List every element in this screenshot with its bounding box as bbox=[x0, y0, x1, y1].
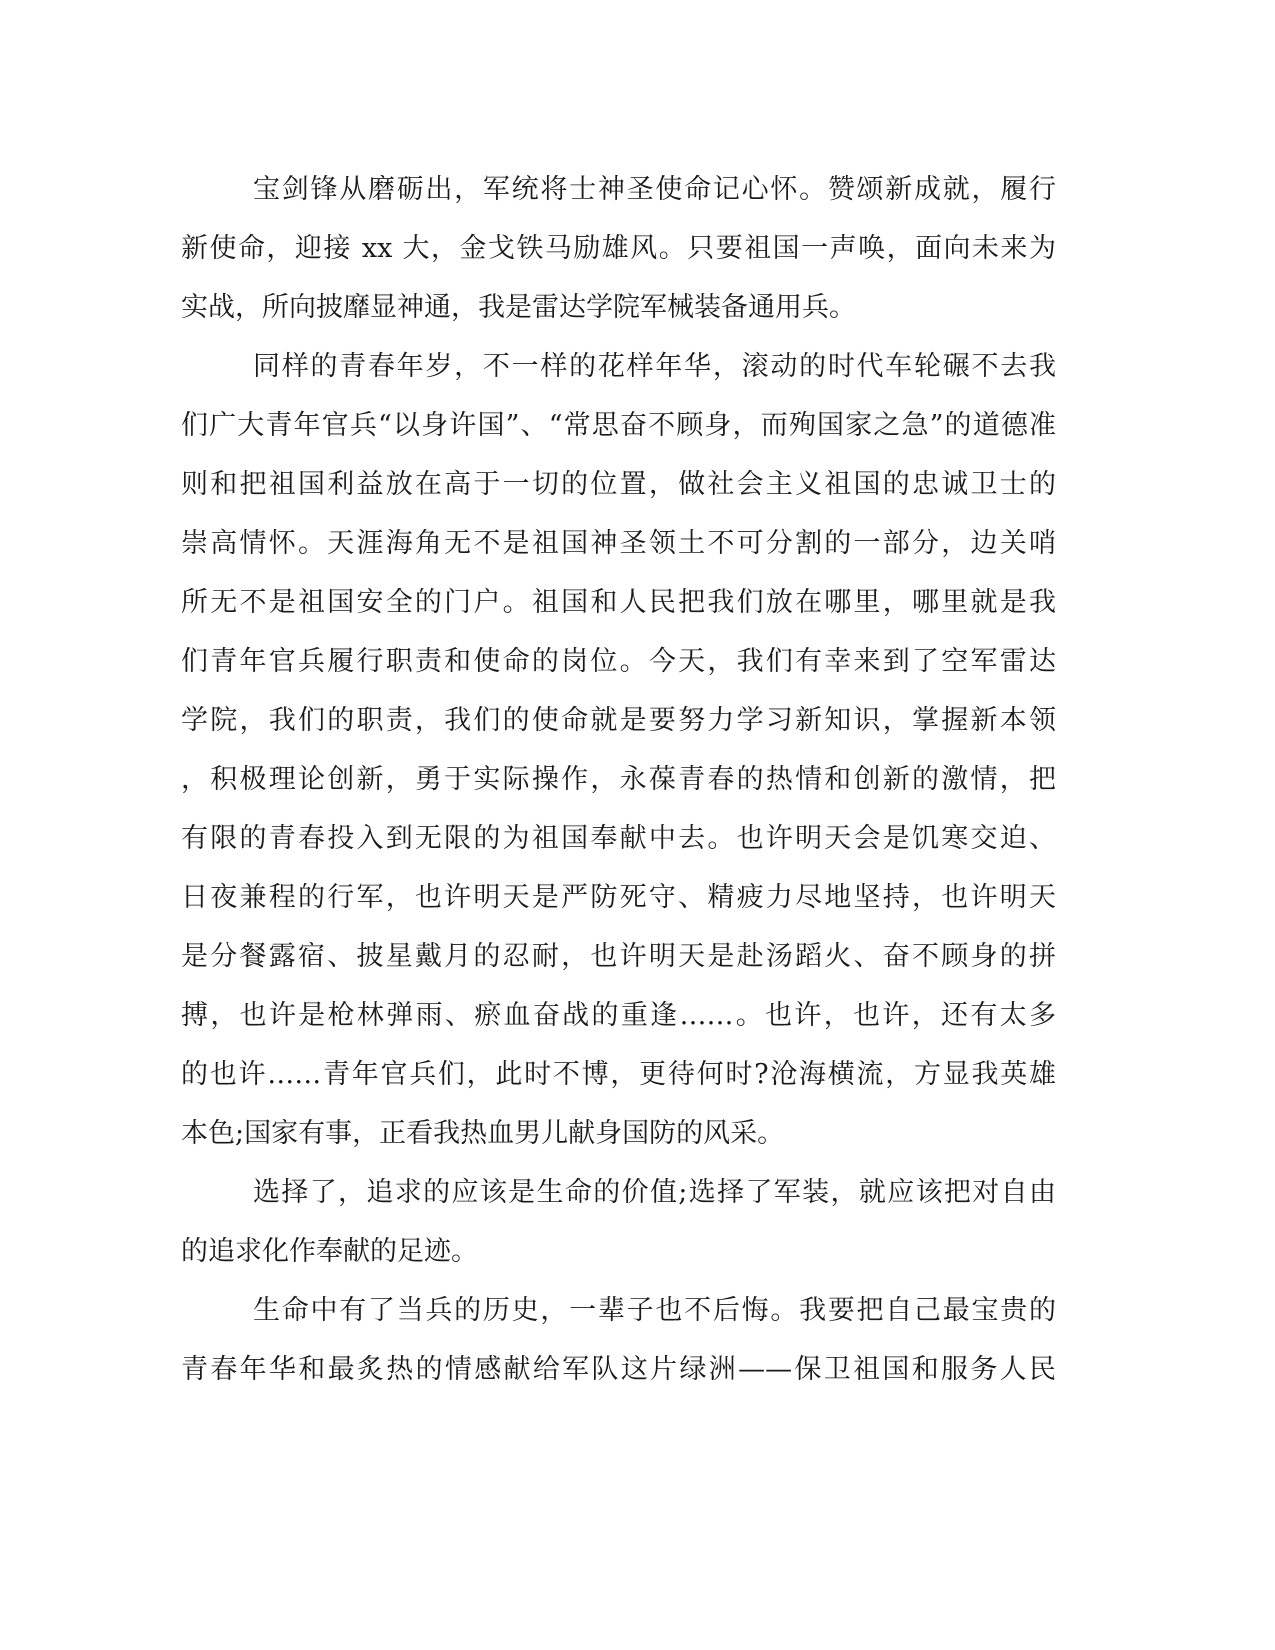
text-line: 青春年华和最炙热的情感献给军队这片绿洲——保卫祖国和服务人民 bbox=[181, 1354, 1056, 1385]
text-line: 们青年官兵履行职责和使命的岗位。今天，我们有幸来到了空军雷达 bbox=[181, 646, 1056, 677]
text-line: ，积极理论创新，勇于实际操作，永葆青春的热情和创新的激情，把 bbox=[181, 764, 1056, 795]
text-line: 则和把祖国利益放在高于一切的位置，做社会主义祖国的忠诚卫士的 bbox=[181, 469, 1056, 500]
text-line: 实战，所向披靡显神通，我是雷达学院军械装备通用兵。 bbox=[181, 292, 856, 323]
text-line: 崇高情怀。天涯海角无不是祖国神圣领土不可分割的一部分，边关哨 bbox=[181, 528, 1056, 559]
text-line: 们广大青年官兵“以身许国”、“常思奋不顾身，而殉国家之急”的道德准 bbox=[181, 410, 1056, 441]
text-line: 生命中有了当兵的历史，一辈子也不后悔。我要把自己最宝贵的 bbox=[253, 1295, 1056, 1326]
text-line: 有限的青春投入到无限的为祖国奉献中去。也许明天会是饥寒交迫、 bbox=[181, 823, 1056, 854]
text-line: 所无不是祖国安全的门户。祖国和人民把我们放在哪里，哪里就是我 bbox=[181, 587, 1056, 618]
paragraph bbox=[181, 1163, 1056, 1281]
document-body bbox=[181, 160, 1056, 1399]
text-line: 搏，也许是枪林弹雨、瘀血奋战的重逢……。也许，也许，还有太多 bbox=[181, 1000, 1056, 1031]
text-line: 的追求化作奉献的足迹。 bbox=[181, 1236, 478, 1267]
text-line: 是分餐露宿、披星戴月的忍耐，也许明天是赴汤蹈火、奋不顾身的拼 bbox=[181, 941, 1056, 972]
text-line: 的也许……青年官兵们，此时不博，更待何时?沧海横流，方显我英雄 bbox=[181, 1059, 1056, 1090]
text-line: 新使命，迎接 xx 大，金戈铁马励雄风。只要祖国一声唤，面向未来为 bbox=[181, 233, 1056, 264]
text-line: 日夜兼程的行军，也许明天是严防死守、精疲力尽地坚持，也许明天 bbox=[181, 882, 1056, 913]
text-line: 本色;国家有事，正看我热血男儿献身国防的风采。 bbox=[181, 1118, 785, 1149]
text-line: 同样的青春年岁，不一样的花样年华，滚动的时代车轮碾不去我 bbox=[253, 351, 1056, 382]
paragraph bbox=[181, 337, 1056, 1163]
text-line: 选择了，追求的应该是生命的价值;选择了军装，就应该把对自由 bbox=[253, 1177, 1056, 1208]
paragraph bbox=[181, 1281, 1056, 1399]
text-line: 宝剑锋从磨砺出，军统将士神圣使命记心怀。赞颂新成就，履行 bbox=[253, 174, 1056, 205]
text-line: 学院，我们的职责，我们的使命就是要努力学习新知识，掌握新本领 bbox=[181, 705, 1056, 736]
paragraph bbox=[181, 160, 1056, 337]
